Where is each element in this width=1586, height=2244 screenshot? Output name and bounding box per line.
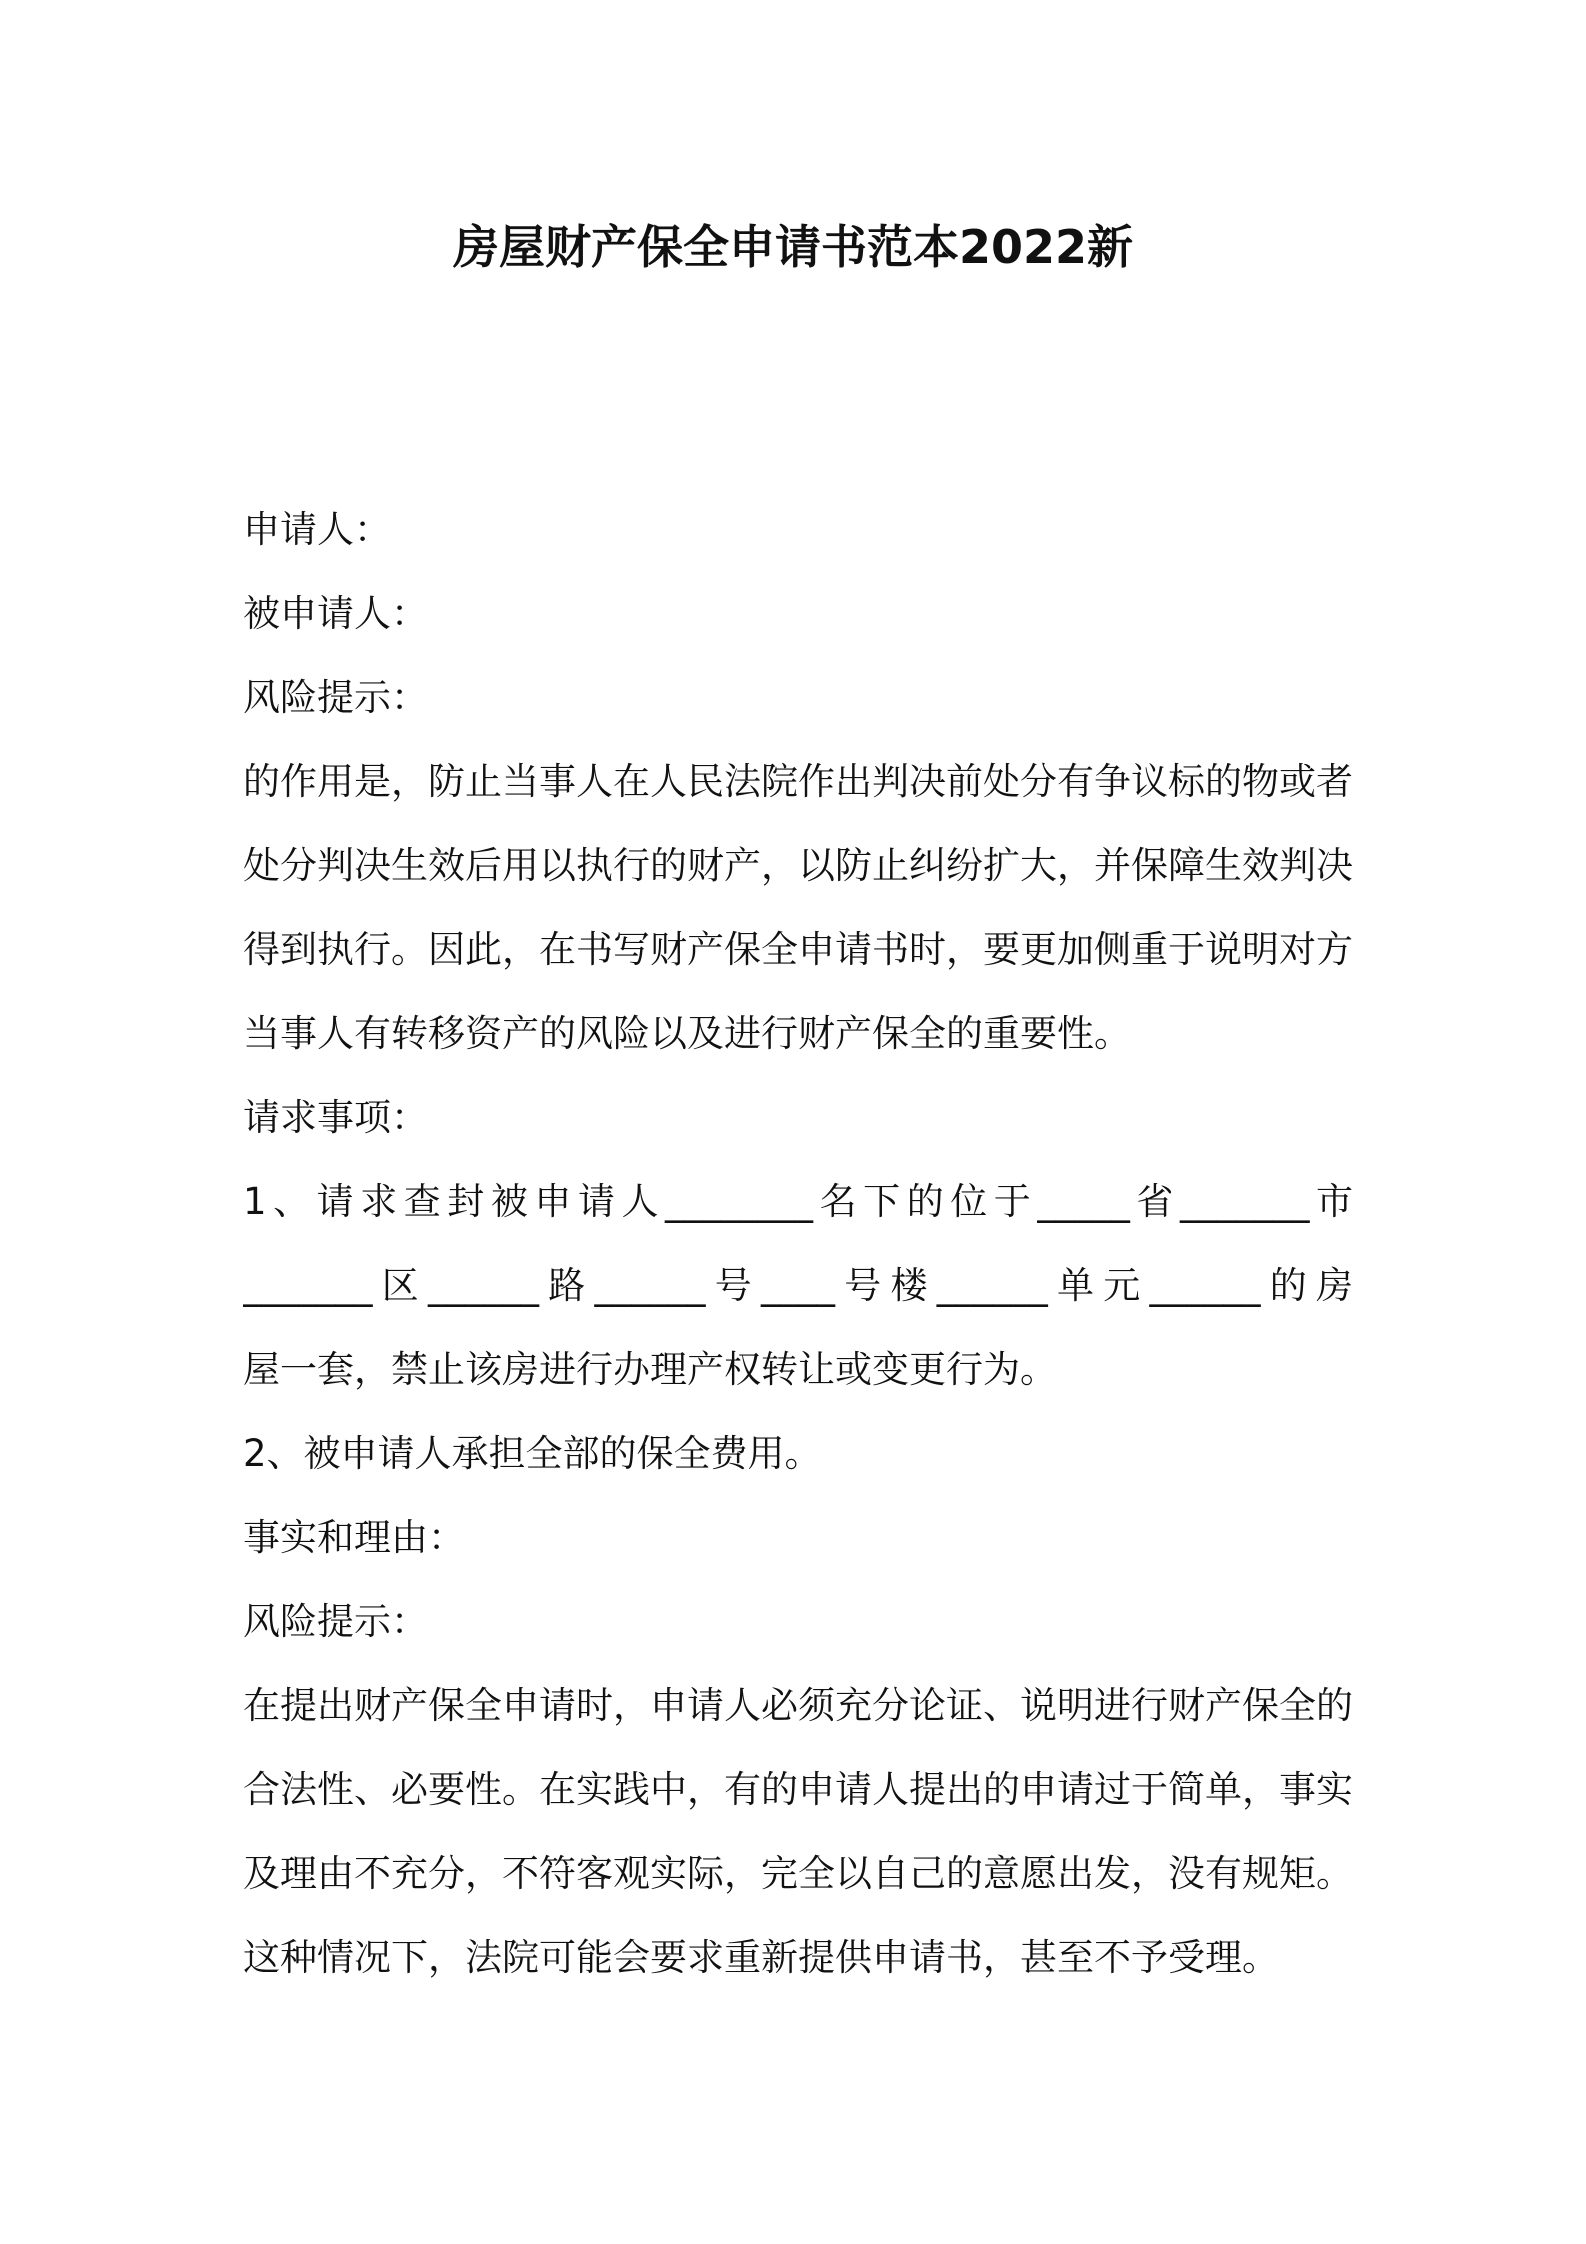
request-item-line: 屋一套，禁止该房进行办理产权转让或变更行为。 — [243, 1348, 1057, 1391]
request-item-line: _______区______路______号____号楼______单元______的房 — [243, 1264, 1353, 1307]
paragraph-line: 的作用是，防止当事人在人民法院作出判决前处分有争议标的物或者 — [243, 760, 1353, 803]
paragraph-line: 这种情况下，法院可能会要求重新提供申请书，甚至不予受理。 — [243, 1936, 1279, 1979]
paragraph-line: 当事人有转移资产的风险以及进行财产保全的重要性。 — [243, 1012, 1131, 1055]
document-title: 房屋财产保全申请书范本2022新 — [452, 220, 1134, 274]
risk-notice-heading: 风险提示： — [243, 676, 428, 719]
respondent-label: 被申请人： — [243, 592, 428, 635]
applicant-label: 申请人： — [243, 508, 391, 551]
facts-reasons-heading: 事实和理由： — [243, 1516, 465, 1559]
risk-notice-heading: 风险提示： — [243, 1600, 428, 1643]
request-item-line: 2、被申请人承担全部的保全费用。 — [243, 1432, 822, 1475]
paragraph-line: 在提出财产保全申请时，申请人必须充分论证、说明进行财产保全的 — [243, 1684, 1353, 1727]
request-items-heading: 请求事项： — [243, 1096, 428, 1139]
paragraph-line: 处分判决生效后用以执行的财产，以防止纠纷扩大，并保障生效判决 — [243, 844, 1353, 887]
paragraph-line: 得到执行。因此，在书写财产保全申请书时，要更加侧重于说明对方 — [243, 928, 1353, 971]
paragraph-line: 及理由不充分，不符客观实际，完全以自己的意愿出发，没有规矩。 — [243, 1852, 1353, 1895]
request-item-line: 1、请求查封被申请人________名下的位于_____省_______市 — [243, 1180, 1353, 1223]
paragraph-line: 合法性、必要性。在实践中，有的申请人提出的申请过于简单，事实 — [243, 1768, 1353, 1811]
document-body — [243, 488, 1353, 2000]
